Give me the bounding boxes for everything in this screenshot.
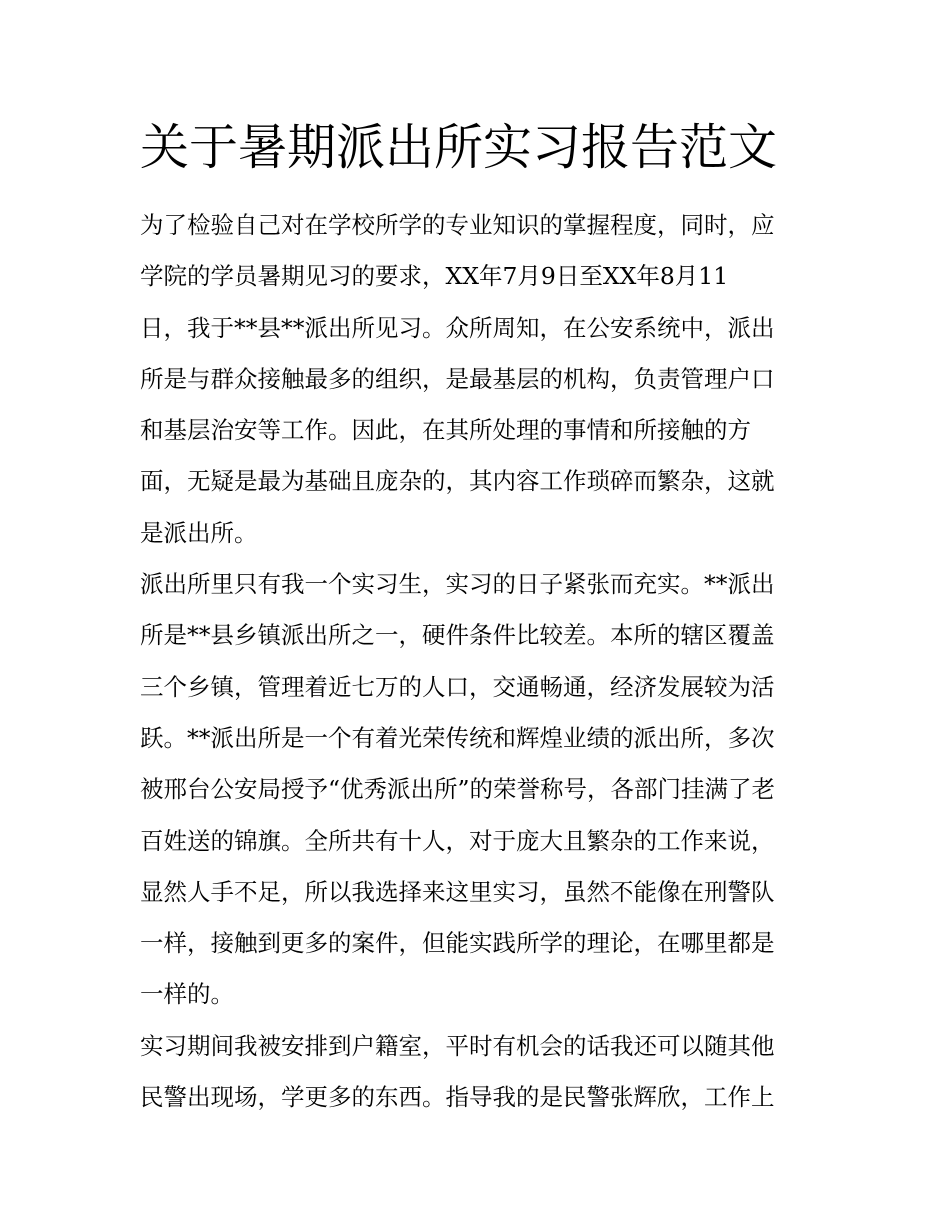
text-line: 三个乡镇，管理着近七万的人口，交通畅通，经济发展较为活 [140,672,775,701]
text-line: 所是与群众接触最多的组织，是最基层的机构，负责管理户口 [140,364,775,393]
text-line: 为了检验自己对在学校所学的专业知识的掌握程度，同时，应 [140,211,775,239]
text-line: 所是**县乡镇派出所之一，硬件条件比较差。本所的辖区覆盖 [140,621,775,650]
text-line: 学院的学员暑期见习的要求，XX年7月9日至XX年8月11 [140,262,729,291]
text-line: 面，无疑是最为基础且庞杂的，其内容工作琐碎而繁杂，这就 [140,467,775,496]
text-line: 派出所里只有我一个实习生，实习的日子紧张而充实。**派出 [140,570,775,599]
text-line: 百姓送的锦旗。全所共有十人，对于庞大且繁杂的工作来说， [140,826,775,855]
text-line: 是派出所。 [140,518,258,547]
text-line: 一样，接触到更多的案件，但能实践所学的理论，在哪里都是 [140,929,775,958]
document-title: 关于暑期派出所实习报告范文 [140,119,778,176]
text-line: 实习期间我被安排到户籍室，平时有机会的话我还可以随其他 [140,1031,775,1060]
text-line: 一样的。 [140,980,234,1009]
text-line: 显然人手不足，所以我选择来这里实习，虽然不能像在刑警队 [140,877,775,906]
text-line: 和基层治安等工作。因此，在其所处理的事情和所接触的方 [140,416,751,445]
text-line: 日，我于**县**派出所见习。众所周知，在公安系统中，派出 [140,313,775,342]
text-line: 被邢台公安局授予“优秀派出所”的荣誉称号，各部门挂满了老 [140,775,776,804]
text-line: 跃。**派出所是一个有着光荣传统和辉煌业绩的派出所，多次 [140,723,775,752]
text-line: 民警出现场，学更多的东西。指导我的是民警张辉欣，工作上 [140,1083,775,1112]
document-body [140,200,830,1123]
